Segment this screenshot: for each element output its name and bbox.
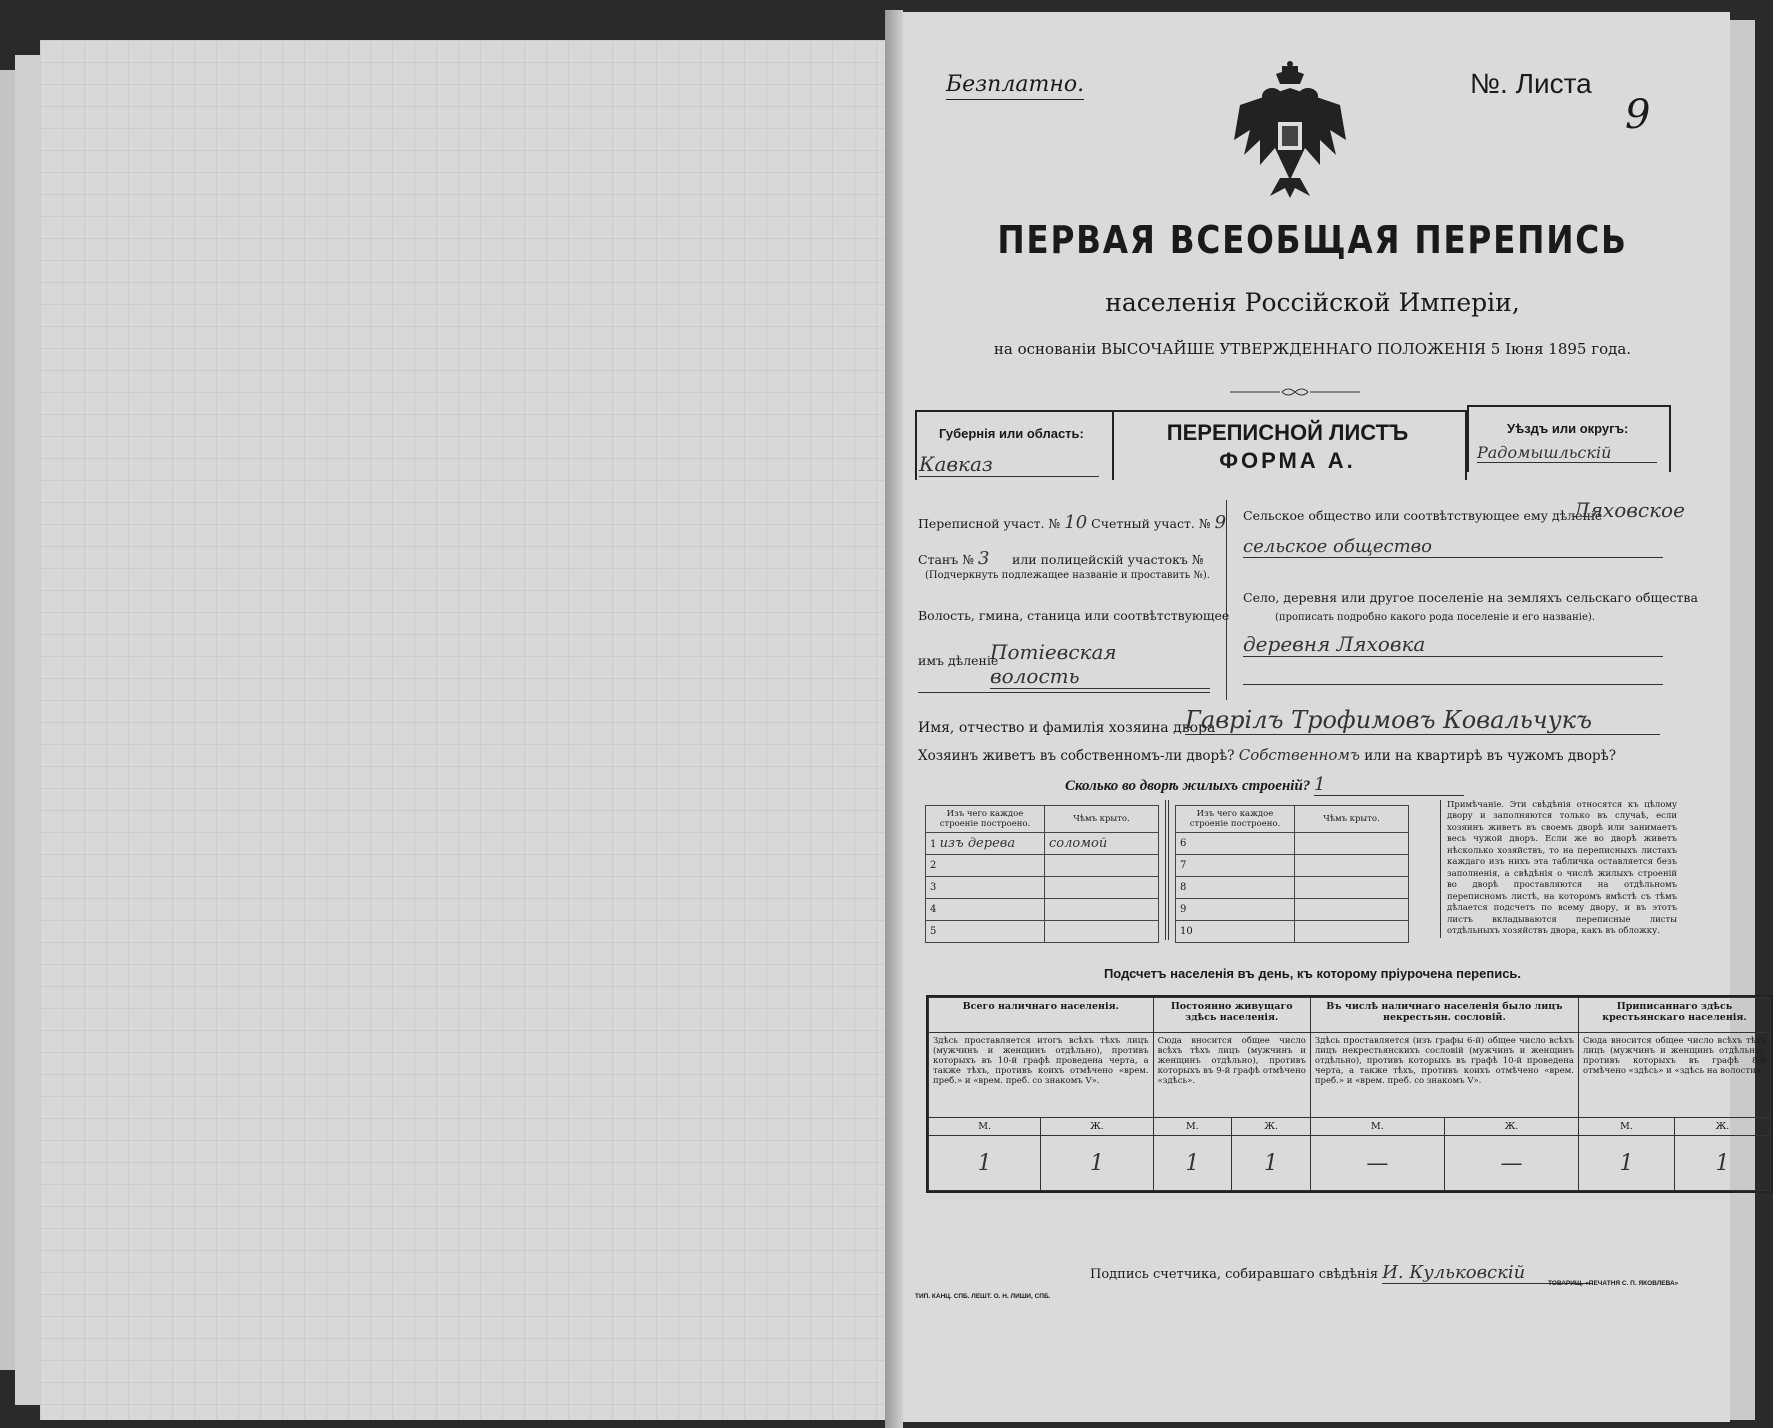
blank-line — [1243, 684, 1663, 685]
stan-value: 3 — [978, 548, 990, 569]
sheet-number-label: №. Листа — [1470, 68, 1592, 99]
buildings-table-right: Изъ чего каждое строеніе построено. Чѣмъ крыто. 6 7 8 9 10 — [1175, 805, 1409, 943]
ownership-value: Собственномъ — [1238, 746, 1360, 764]
signature-value: И. Кульковскій — [1382, 1262, 1592, 1284]
volost-value: Потіевская волость — [990, 640, 1210, 689]
village-society-value-2: сельское общество — [1243, 536, 1663, 558]
left-blank-page — [40, 40, 895, 1420]
owner-value: Гаврілъ Трофимовъ Ковальчукъ — [1185, 706, 1660, 735]
census-district-value: 10 — [1064, 512, 1088, 533]
free-label: Безплатно. — [946, 72, 1084, 100]
table-row: 10 — [1176, 921, 1409, 943]
vertical-divider — [1226, 500, 1227, 700]
main-title: ПЕРВАЯ ВСЕОБЩАЯ ПЕРЕПИСЬ — [997, 218, 1628, 262]
table-row: 6 — [1176, 833, 1409, 855]
population-table: Всего наличнаго населенія. Постоянно живущаго здѣсь населенія. Въ числѣ наличнаго населенія было лицъ некрестьян. сословій. Приписаннаго здѣсь крестьянскаго населенія. Здѣсь проставляется итогъ всѣхъ тѣхъ лицъ (мужчинъ и женщинъ отдѣльно), противъ которыхъ въ 10-й графѣ проведена черта, а также тѣхъ, противъ коихъ отмѣчено «врем. преб.» и «врем. преб. со знакомъ V». Сюда вносится общее число всѣхъ тѣхъ лицъ (мужчинъ и женщинъ отдѣльно), противъ которыхъ въ 9-й графѣ отмѣчено «здѣсь». Здѣсь проставляется (изъ графы 6-й) общее число всѣхъ лицъ некрестьянскихъ сословій (мужчинъ и женщинъ отдѣльно), противъ которыхъ въ графѣ 10-й проведена черта, а также тѣхъ, противъ коихъ отмѣчено «врем. преб.» и «врем. преб. со знакомъ V». Сюда вносится общее число всѣхъ тѣхъ лицъ (мужчинъ и женщинъ отдѣльно), противъ которыхъ въ графѣ 8-й отмѣчено «здѣсь» и «здѣсь на волости». М. Ж. М. Ж. М. Ж. М. Ж. 1 1 1 1 — — 1 1 — [926, 995, 1773, 1193]
volost-label-1: Волость, гмина, станица или соотвѣтствующее — [918, 608, 1230, 623]
table-row: 5 — [926, 921, 1159, 943]
book-spine — [885, 10, 903, 1428]
village-label: Село, деревня или другое поселеніе на земляхъ сельскаго общества — [1243, 590, 1698, 605]
imperial-eagle-emblem — [1230, 60, 1350, 200]
count-district-value: 9 — [1214, 512, 1227, 533]
peasant-male-value: 1 — [1578, 1136, 1674, 1191]
sheet-number-value: 9 — [1625, 92, 1651, 138]
signature-row: Подпись счетчика, собиравшаго свѣдѣнія И. Кульковскій — [1090, 1262, 1592, 1284]
basis-line: на основаніи ВЫСОЧАЙШЕ УТВЕРЖДЕННАГО ПОЛОЖЕНІЯ 5 Іюня 1895 года. — [993, 340, 1632, 358]
printer-left: ТИП. КАНЦ. СПБ. ЛЕШТ. О. Н. ЛИШИ, СПБ. — [915, 1293, 1051, 1300]
total-male-value: 1 — [929, 1136, 1041, 1191]
table-row: 3 — [926, 877, 1159, 899]
form-title-box — [1110, 410, 1467, 480]
subtitle: населенія Россійской Имперіи, — [1105, 288, 1520, 317]
form-title: ФОРМА А. — [1219, 448, 1356, 473]
nonpeasant-male-value: — — [1310, 1136, 1444, 1191]
buildings-question: Сколько во дворѣ жилыхъ строеній? 1 — [1065, 774, 1464, 796]
buildings-table-left: Изъ чего каждое строеніе построено. Чѣмъ крыто. 1 изъ дерева соломой 2 3 4 5 — [925, 805, 1159, 943]
ownership-row: Хозяинъ живетъ въ собственномъ-ли дворѣ? Собственномъ или на квартирѣ въ чужомъ дворѣ? — [918, 746, 1616, 764]
district-label: Уѣздъ или округъ: — [1507, 421, 1629, 436]
stan-row: Станъ № 3 или полицейскій участокъ № — [918, 548, 1204, 569]
province-value: Кавказ — [919, 452, 1099, 477]
table-row: 4 — [926, 899, 1159, 921]
table-row: 2 — [926, 855, 1159, 877]
resident-male-value: 1 — [1153, 1136, 1232, 1191]
peasant-female-value: 1 — [1674, 1136, 1770, 1191]
district-box — [1467, 405, 1671, 472]
buildings-value: 1 — [1314, 774, 1464, 796]
table-row: 8 — [1176, 877, 1409, 899]
stan-note: (Подчеркнуть подлежащее названіе и проставить №). — [925, 570, 1210, 581]
nonpeasant-female-value: — — [1444, 1136, 1578, 1191]
table-row: 1 изъ дерева соломой — [926, 833, 1159, 855]
total-female-value: 1 — [1041, 1136, 1153, 1191]
table-row: 7 — [1176, 855, 1409, 877]
owner-row: Имя, отчество и фамилія хозяина двора — [918, 720, 1216, 736]
table-row — [929, 1136, 1771, 1191]
buildings-note: Примѣчаніе. Эти свѣдѣнія относятся къ цѣлому двору и заполняются только въ случаѣ, если хозяинъ живетъ въ своемъ дворѣ или занимаетъ весь чужой дворъ. Если же во дворѣ живетъ нѣсколько хозяйствъ, то на переписныхъ листахъ каждаго изъ нихъ эта табличка оставляется безъ заполненія, а свѣдѣнія о числѣ жилыхъ строеній во дворѣ проставляются на отдѣльномъ переписномъ листѣ, на которомъ вмѣстѣ съ тѣмъ дѣлается подсчетъ по всему двору, и въ этотъ листъ вкладываются переписные листы отдѣльныхъ хозяйствъ двора, какъ въ обложку. — [1440, 800, 1677, 938]
village-society-value-1: Ляховское — [1573, 498, 1685, 522]
census-sheet-title: ПЕРЕПИСНОЙ ЛИСТЪ — [1166, 420, 1409, 445]
census-district-row: Переписной участ. № 10 Счетный участ. № 9 — [918, 512, 1227, 533]
blank-line — [918, 692, 1210, 693]
resident-female-value: 1 — [1232, 1136, 1311, 1191]
population-title: Подсчетъ населенія въ день, къ которому пріурочена перепись. — [1103, 966, 1522, 981]
province-box — [915, 410, 1114, 480]
district-value: Радомышльскій — [1477, 443, 1657, 463]
printer-right: ТОВАРИЩ. «ПЕЧАТНЯ С. П. ЯКОВЛЕВА» — [1548, 1280, 1679, 1287]
village-note: (прописать подробно какого рода поселеніе и его названіе). — [1275, 612, 1595, 623]
province-label: Губернія или область: — [939, 426, 1084, 441]
table-divider — [1165, 800, 1169, 940]
volost-label-2: имъ дѣленіе — [918, 653, 999, 668]
ornament-divider-icon — [1230, 384, 1360, 400]
village-society-label: Сельское общество или соотвѣтствующее ему дѣленіе — [1243, 508, 1603, 523]
village-value: деревня Ляховка — [1243, 632, 1663, 657]
table-row: 9 — [1176, 899, 1409, 921]
